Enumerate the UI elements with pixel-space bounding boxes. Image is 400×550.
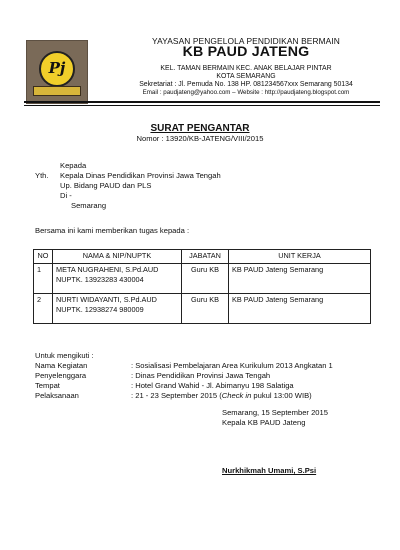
detail-value: : Sosialisasi Pembelajaran Area Kurikulum 2013 Angkatan 1 [131,361,333,370]
signature-role: Kepala KB PAUD Jateng [222,418,306,427]
intro-text: Bersama ini kami memberikan tugas kepada : [35,226,190,235]
detail-label: Tempat [35,381,60,390]
detail-value: : Hotel Grand Wahid - Jl. Abimanyu 198 Salatiga [131,381,294,390]
row-id: NUPTK. 12938274 980009 [56,305,144,314]
recipient-yth: Yth. [35,171,49,180]
detail-value [131,391,312,400]
row-name: META NUGRAHENI, S.Pd.AUD [56,265,159,274]
table-row [34,264,371,294]
row-no: 1 [34,264,53,294]
detail-value: : Dinas Pendidikan Provinsi Jawa Tengah [131,371,271,380]
table-row [34,294,371,324]
school-name: KB PAUD JATENG [182,44,310,60]
row-position: Guru KB [182,264,229,294]
recipient-line-4: Semarang [71,201,107,210]
detail-value-end: pukul 13:00 WIB) [251,391,312,400]
recipient-line-1: Kepala Dinas Pendidikan Provinsi Jawa Tengah [60,171,221,180]
header-no: NO [34,250,53,264]
address-line-2: KOTA SEMARANG [216,73,276,80]
logo-emblem [39,51,75,87]
recipient-kepada: Kepada [60,161,87,170]
table-header-row [34,250,371,264]
row-unit: KB PAUD Jateng Semarang [229,294,371,324]
signature-name: Nurkhikmah Umami, S.Psi [222,466,317,475]
recipient-line-2: Up. Bidang PAUD dan PLS [60,181,152,190]
school-logo [26,40,88,104]
staff-table [33,249,371,324]
address-line-3: Sekretariat : Jl. Pemuda No. 138 HP. 081234567xxx Semarang 50134 [139,81,353,88]
letterhead-divider-thin [24,105,380,106]
detail-label: Nama Kegiatan [35,361,88,370]
row-id: NUPTK. 13923283 430004 [56,275,144,284]
signature-place-date: Semarang, 15 September 2015 [222,408,328,417]
row-name-cell [53,294,182,324]
foundation-name: YAYASAN PENGELOLA PENDIDIKAN BERMAIN [152,36,340,46]
row-name-cell [53,264,182,294]
recipient-line-3: Di - [60,191,72,200]
row-name: NURTI WIDAYANTI, S.Pd.AUD [56,295,157,304]
header-name: NAMA & NIP/NUPTK [53,250,182,264]
detail-value-italic: Check in [221,391,252,400]
header-position: JABATAN [182,250,229,264]
row-position: Guru KB [182,294,229,324]
row-no: 2 [34,294,53,324]
logo-text: Pj [48,59,66,77]
detail-label: Pelaksanaan [35,391,79,400]
contact-line: Email : paudjateng@yahoo.com – Website : http://paudjateng.blogspot.com [142,89,350,96]
detail-value-main: : 21 - 23 September 2015 ( [131,391,222,400]
logo-ribbon [33,86,81,96]
detail-label: Penyelenggara [35,371,87,380]
letter-number: Nomor : 13920/KB-JATENG/VIII/2015 [136,134,264,143]
address-line-1: KEL. TAMAN BERMAIN KEC. ANAK BELAJAR PINTAR [160,65,332,72]
row-unit: KB PAUD Jateng Semarang [229,264,371,294]
letterhead-divider [24,101,380,103]
letter-title: SURAT PENGANTAR [150,123,250,134]
header-unit: UNIT KERJA [229,250,371,264]
details-heading: Untuk mengikuti : [35,351,94,360]
